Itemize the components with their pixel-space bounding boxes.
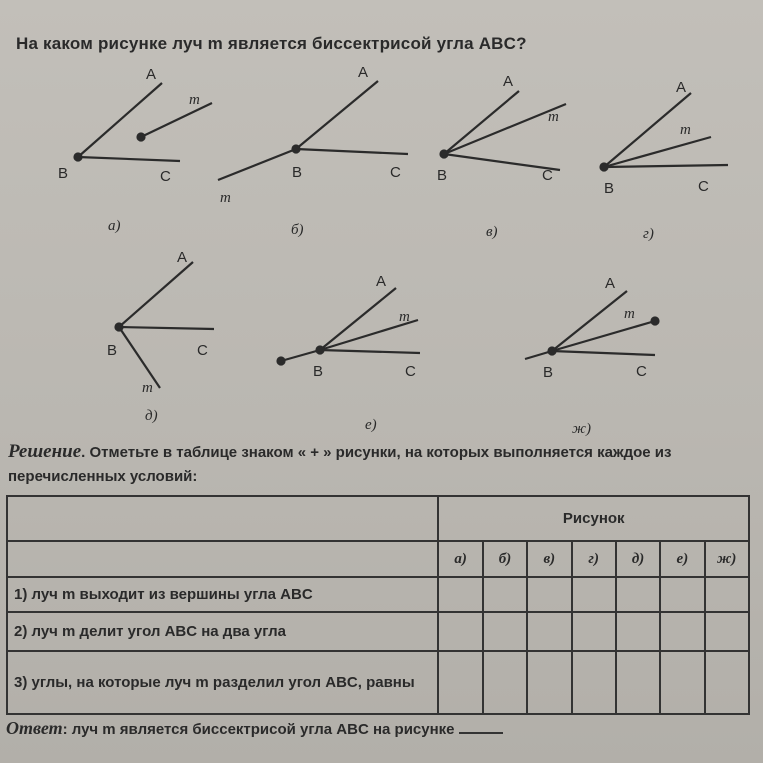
label-B: B [313, 363, 324, 380]
label-C: C [390, 164, 401, 181]
answer-cell[interactable] [483, 612, 527, 651]
figure-zh [525, 275, 659, 437]
label-A: A [146, 66, 157, 83]
answer-cell[interactable] [572, 577, 616, 612]
answer-cell[interactable] [705, 612, 749, 651]
label-B: B [107, 342, 118, 359]
answer-cell[interactable] [527, 651, 571, 714]
label-A: A [605, 275, 616, 292]
label-B: B [292, 164, 303, 181]
answer-cell[interactable] [438, 651, 482, 714]
answer-heading: Ответ [6, 718, 63, 738]
label-B: B [543, 364, 554, 381]
label-C: C [636, 363, 647, 380]
caption-g: г) [643, 226, 654, 242]
caption-zh: ж) [572, 421, 591, 437]
answer-cell[interactable] [527, 577, 571, 612]
column-header: ж) [705, 541, 749, 578]
label-m: m [220, 190, 231, 206]
question-text: На каком рисунке луч m является биссектрисой угла ABC? [16, 34, 527, 53]
condition-row-label: 3) углы, на которые луч m разделил угол ABC, равны [7, 651, 438, 714]
label-m: m [548, 109, 559, 125]
label-m: m [624, 306, 635, 322]
label-C: C [160, 168, 171, 185]
answer-cell[interactable] [483, 651, 527, 714]
solution-text: . Отметьте в таблице знаком « + » рисунки, на которых выполняется каждое из перечисленных условий: [8, 444, 672, 485]
label-m: m [189, 92, 200, 108]
label-B: B [58, 165, 69, 182]
column-header: в) [527, 541, 571, 578]
answer-cell[interactable] [438, 612, 482, 651]
figure-a [58, 66, 212, 234]
figure-e [278, 273, 421, 433]
answer-cell[interactable] [616, 612, 660, 651]
column-header: е) [660, 541, 704, 578]
caption-a: а) [108, 218, 121, 234]
label-m: m [399, 309, 410, 325]
label-m: m [142, 380, 153, 396]
label-m: m [680, 122, 691, 138]
figure-g [601, 79, 729, 242]
answer-cell[interactable] [660, 577, 704, 612]
label-B: B [437, 167, 448, 184]
answer-cell[interactable] [527, 612, 571, 651]
answer-blank[interactable] [459, 718, 503, 734]
answer-cell[interactable] [572, 612, 616, 651]
answer-cell[interactable] [616, 577, 660, 612]
answer-cell[interactable] [483, 577, 527, 612]
caption-b: б) [291, 222, 304, 238]
label-A: A [676, 79, 687, 96]
label-B: B [604, 180, 615, 197]
label-A: A [177, 249, 188, 266]
answer-cell[interactable] [438, 577, 482, 612]
label-C: C [197, 342, 208, 359]
answer-line [6, 718, 503, 739]
label-C: C [405, 363, 416, 380]
column-header: б) [483, 541, 527, 578]
answer-text: : луч m является биссектрисой угла ABC на рисунке [62, 721, 455, 738]
table-header: Рисунок [438, 496, 749, 541]
label-A: A [376, 273, 387, 290]
solution-instruction [8, 440, 748, 489]
answer-cell[interactable] [660, 651, 704, 714]
column-header: г) [572, 541, 616, 578]
column-header: а) [438, 541, 482, 578]
condition-row-label: 2) луч m делит угол ABC на два угла [7, 612, 438, 651]
answer-cell[interactable] [616, 651, 660, 714]
solution-heading: Решение [8, 441, 82, 462]
table-blank-cell [7, 541, 438, 578]
condition-row-label: 1) луч m выходит из вершины угла ABC [7, 577, 438, 612]
caption-d: д) [145, 408, 158, 424]
table-corner-cell [7, 496, 438, 541]
caption-e: е) [365, 417, 377, 433]
caption-v: в) [486, 224, 498, 240]
answer-cell[interactable] [705, 577, 749, 612]
ray-origin-dot [138, 134, 145, 141]
figure-d [107, 249, 214, 424]
vertex-dot [75, 154, 82, 161]
answer-cell[interactable] [705, 651, 749, 714]
column-header: д) [616, 541, 660, 578]
answer-cell[interactable] [572, 651, 616, 714]
label-A: A [358, 64, 369, 81]
answer-cell[interactable] [660, 612, 704, 651]
label-C: C [698, 178, 709, 195]
figure-b [218, 64, 408, 238]
answer-table [6, 495, 750, 715]
label-A: A [503, 73, 514, 90]
label-C: C [542, 167, 553, 184]
figure-v [437, 73, 566, 240]
